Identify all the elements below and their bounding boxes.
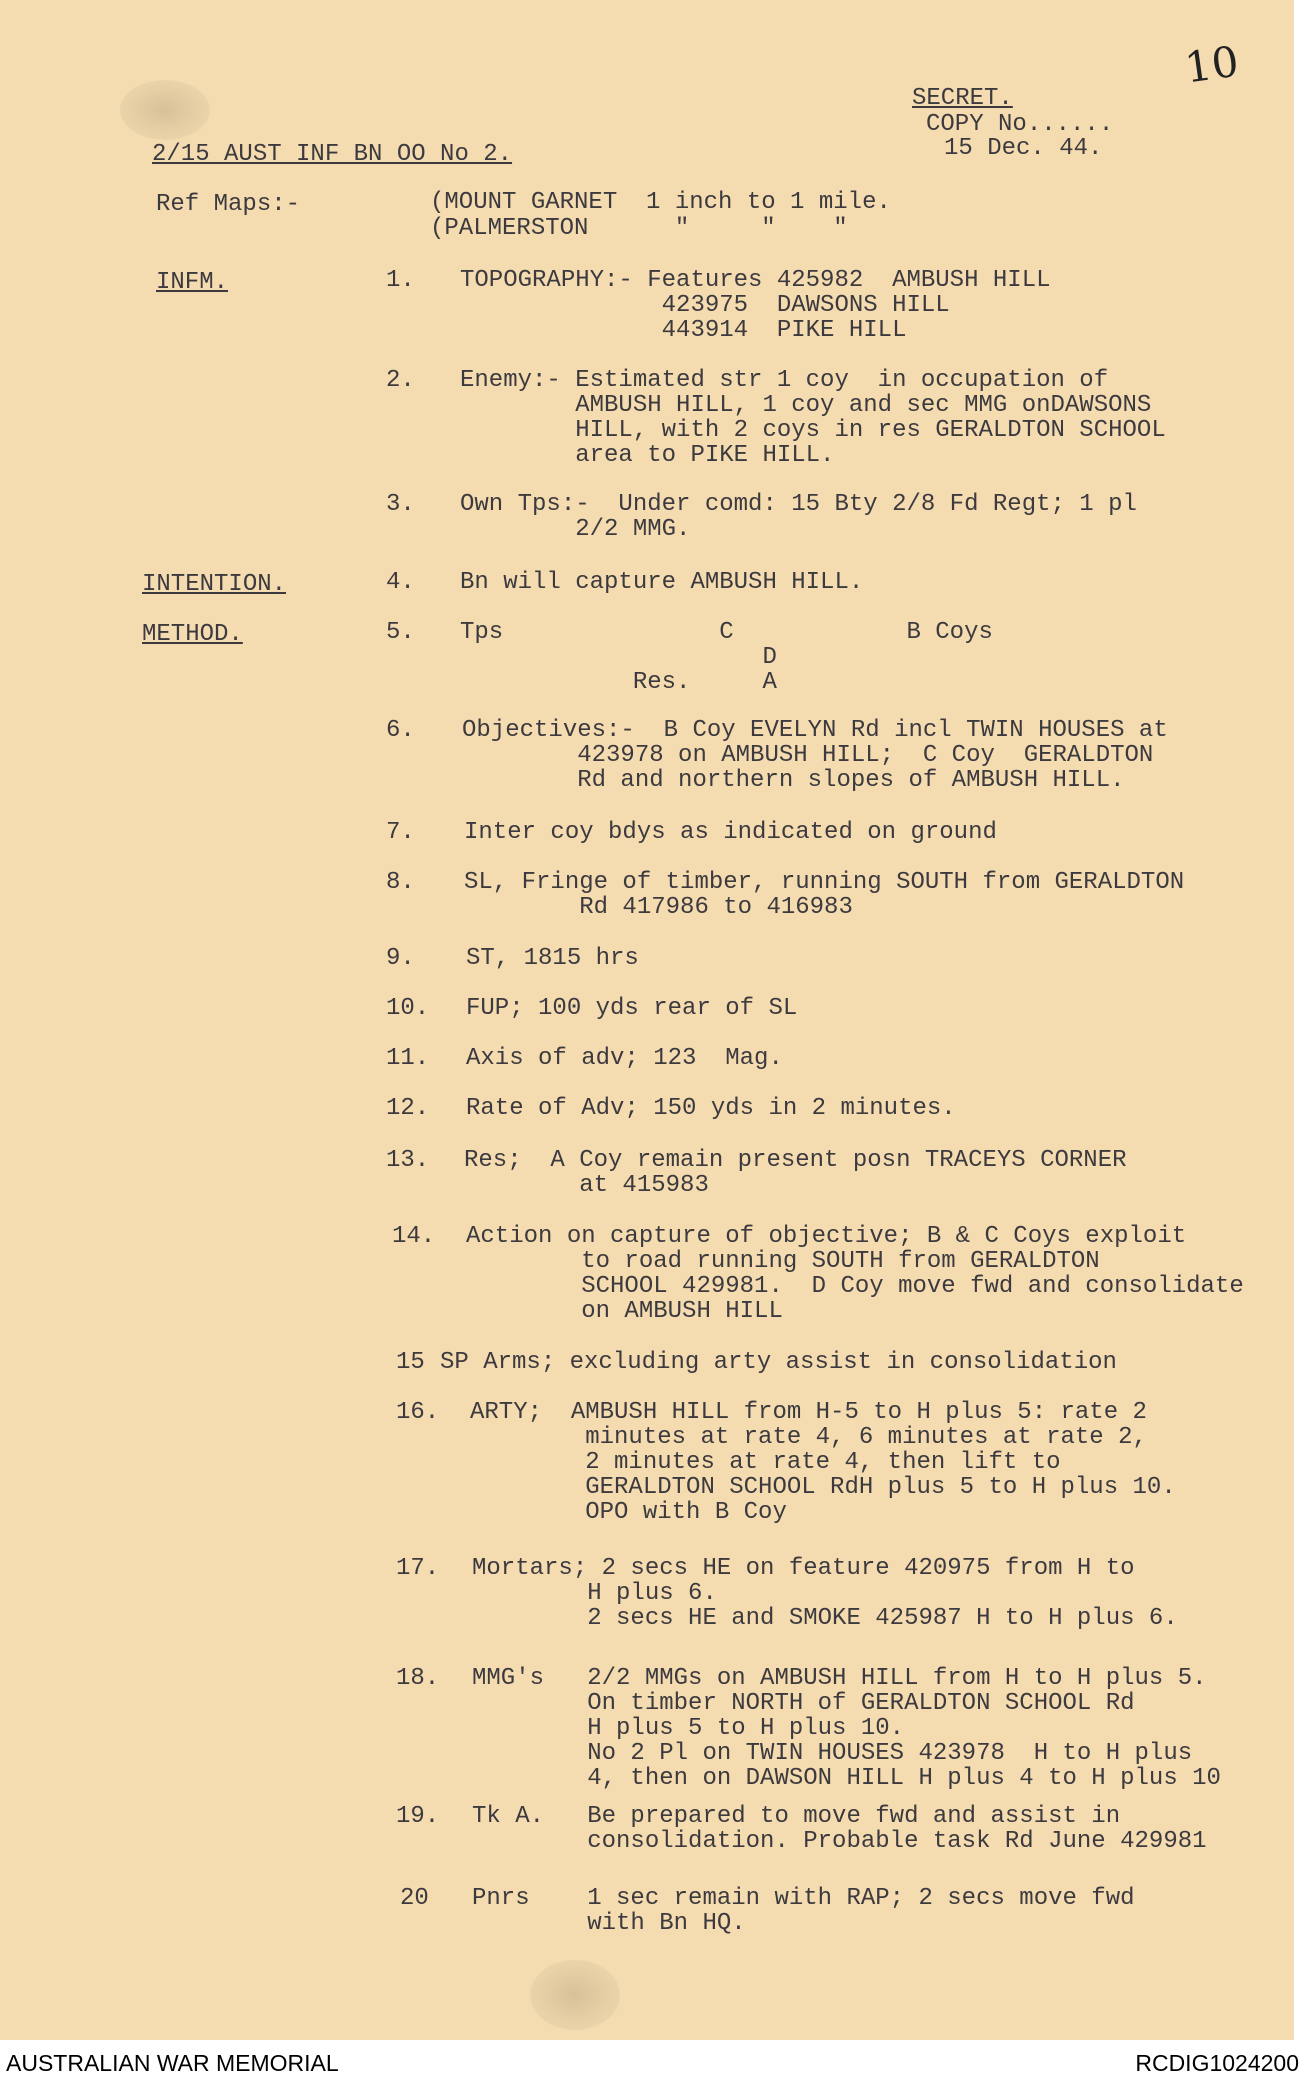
footer-catalog-id: RCDIG1024200 [1135,2050,1299,2076]
paragraph-line: minutes at rate 4, 6 minutes at rate 2, [470,1424,1147,1451]
paragraph-number: 14. [392,1223,436,1250]
paragraph-line: Enemy:- Estimated str 1 coy in occupation of [460,367,1109,394]
paragraph-line: 4, then on DAWSON HILL H plus 4 to H plus 10 [472,1765,1221,1792]
paragraph-line: Res. A [460,669,777,696]
paragraph-line: OPO with B Coy [470,1499,787,1526]
paragraph-number: 2. [386,367,415,394]
paragraph-line: at 415983 [464,1172,709,1199]
ref-maps-line: (PALMERSTON " " " [430,215,848,242]
document-title: 2/15 AUST INF BN OO No 2. [152,141,513,168]
ref-maps-line: (MOUNT GARNET 1 inch to 1 mile. [430,189,891,216]
paragraph-line: D [460,644,777,671]
paragraph-line: area to PIKE HILL. [460,442,835,469]
footer-source: AUSTRALIAN WAR MEMORIAL [6,2050,339,2076]
paragraph-number: 10. [386,995,430,1022]
section-heading-infm: INFM. [156,269,229,296]
paragraph-line: Action on capture of objective; B & C Coys exploit [466,1223,1187,1250]
paragraph-number: 16. [396,1399,440,1426]
paragraph-number: 17. [396,1555,440,1582]
paragraph-line: 2 minutes at rate 4, then lift to [470,1449,1061,1476]
paragraph-number: 18. [396,1665,440,1692]
paragraph-line: ST, 1815 hrs [466,945,639,972]
paragraph-number: 3. [386,491,415,518]
paragraph-line: Rd 417986 to 416983 [464,894,853,921]
paragraph-line: SL, Fringe of timber, running SOUTH from GERALDTON [464,869,1185,896]
paragraph-line: Mortars; 2 secs HE on feature 420975 from H to [472,1555,1135,1582]
paragraph-line: No 2 Pl on TWIN HOUSES 423978 H to H plus [472,1740,1193,1767]
document-date: 15 Dec. 44. [944,135,1103,162]
paragraph-number: 7. [386,819,415,846]
paragraph-line: On timber NORTH of GERALDTON SCHOOL Rd [472,1690,1135,1717]
paragraph-number: 9. [386,945,415,972]
section-heading-method: METHOD. [142,621,243,648]
paragraph-line: to road running SOUTH from GERALDTON [466,1248,1100,1275]
paragraph-line: Pnrs 1 sec remain with RAP; 2 secs move fwd [472,1885,1135,1912]
paragraph-number: 20 [400,1885,429,1912]
smudge-mark [530,1960,620,2030]
paragraph-line: GERALDTON SCHOOL RdH plus 5 to H plus 10. [470,1474,1176,1501]
paragraph-number: 8. [386,869,415,896]
paragraph-line: Inter coy bdys as indicated on ground [464,819,997,846]
paragraph-line: Objectives:- B Coy EVELYN Rd incl TWIN HOUSES at [462,717,1168,744]
paragraph-line: 2/2 MMG. [460,516,691,543]
ref-maps-label: Ref Maps:- [156,191,301,218]
paragraph-number: 15 [396,1349,425,1376]
paragraph-line: consolidation. Probable task Rd June 429981 [472,1828,1207,1855]
smudge-mark [120,80,210,140]
handwritten-page-number: 10 [1181,36,1242,93]
paragraph-line: Tps C B Coys [460,619,993,646]
paragraph-number: 6. [386,717,415,744]
security-classification: SECRET. [912,85,1013,112]
paragraph-number: 1. [386,267,415,294]
paragraph-line: Rd and northern slopes of AMBUSH HILL. [462,767,1125,794]
paragraph-line: TOPOGRAPHY:- Features 425982 AMBUSH HILL [460,267,1051,294]
copy-number: COPY No...... [926,111,1114,138]
paragraph-number: 5. [386,619,415,646]
paragraph-line: 2 secs HE and SMOKE 425987 H to H plus 6. [472,1605,1178,1632]
paragraph-number: 12. [386,1095,430,1122]
paragraph-line: Rate of Adv; 150 yds in 2 minutes. [466,1095,956,1122]
paragraph-line: H plus 6. [472,1580,717,1607]
paragraph-line: 423978 on AMBUSH HILL; C Coy GERALDTON [462,742,1154,769]
paragraph-line: Res; A Coy remain present posn TRACEYS CORNER [464,1147,1127,1174]
paragraph-number: 13. [386,1147,430,1174]
paragraph-line: on AMBUSH HILL [466,1298,783,1325]
paragraph-line: MMG's 2/2 MMGs on AMBUSH HILL from H to H plus 5. [472,1665,1207,1692]
paragraph-line: Tk A. Be prepared to move fwd and assist in [472,1803,1121,1830]
paragraph-number: 11. [386,1045,430,1072]
paragraph-line: FUP; 100 yds rear of SL [466,995,798,1022]
paragraph-line: Bn will capture AMBUSH HILL. [460,569,864,596]
paragraph-line: 443914 PIKE HILL [460,317,907,344]
paragraph-line: 423975 DAWSONS HILL [460,292,950,319]
paragraph-line: ARTY; AMBUSH HILL from H-5 to H plus 5: rate 2 [470,1399,1147,1426]
paragraph-number: 4. [386,569,415,596]
section-heading-intention: INTENTION. [142,571,287,598]
paragraph-line: HILL, with 2 coys in res GERALDTON SCHOOL [460,417,1166,444]
paragraph-line: Own Tps:- Under comd: 15 Bty 2/8 Fd Regt; 1 pl [460,491,1137,518]
paragraph-line: with Bn HQ. [472,1910,746,1937]
paragraph-line: AMBUSH HILL, 1 coy and sec MMG onDAWSONS [460,392,1152,419]
paragraph-number: 19. [396,1803,440,1830]
paragraph-line: SP Arms; excluding arty assist in consolidation [440,1349,1117,1376]
paragraph-line: SCHOOL 429981. D Coy move fwd and consolidate [466,1273,1244,1300]
paragraph-line: Axis of adv; 123 Mag. [466,1045,783,1072]
paragraph-line: H plus 5 to H plus 10. [472,1715,905,1742]
